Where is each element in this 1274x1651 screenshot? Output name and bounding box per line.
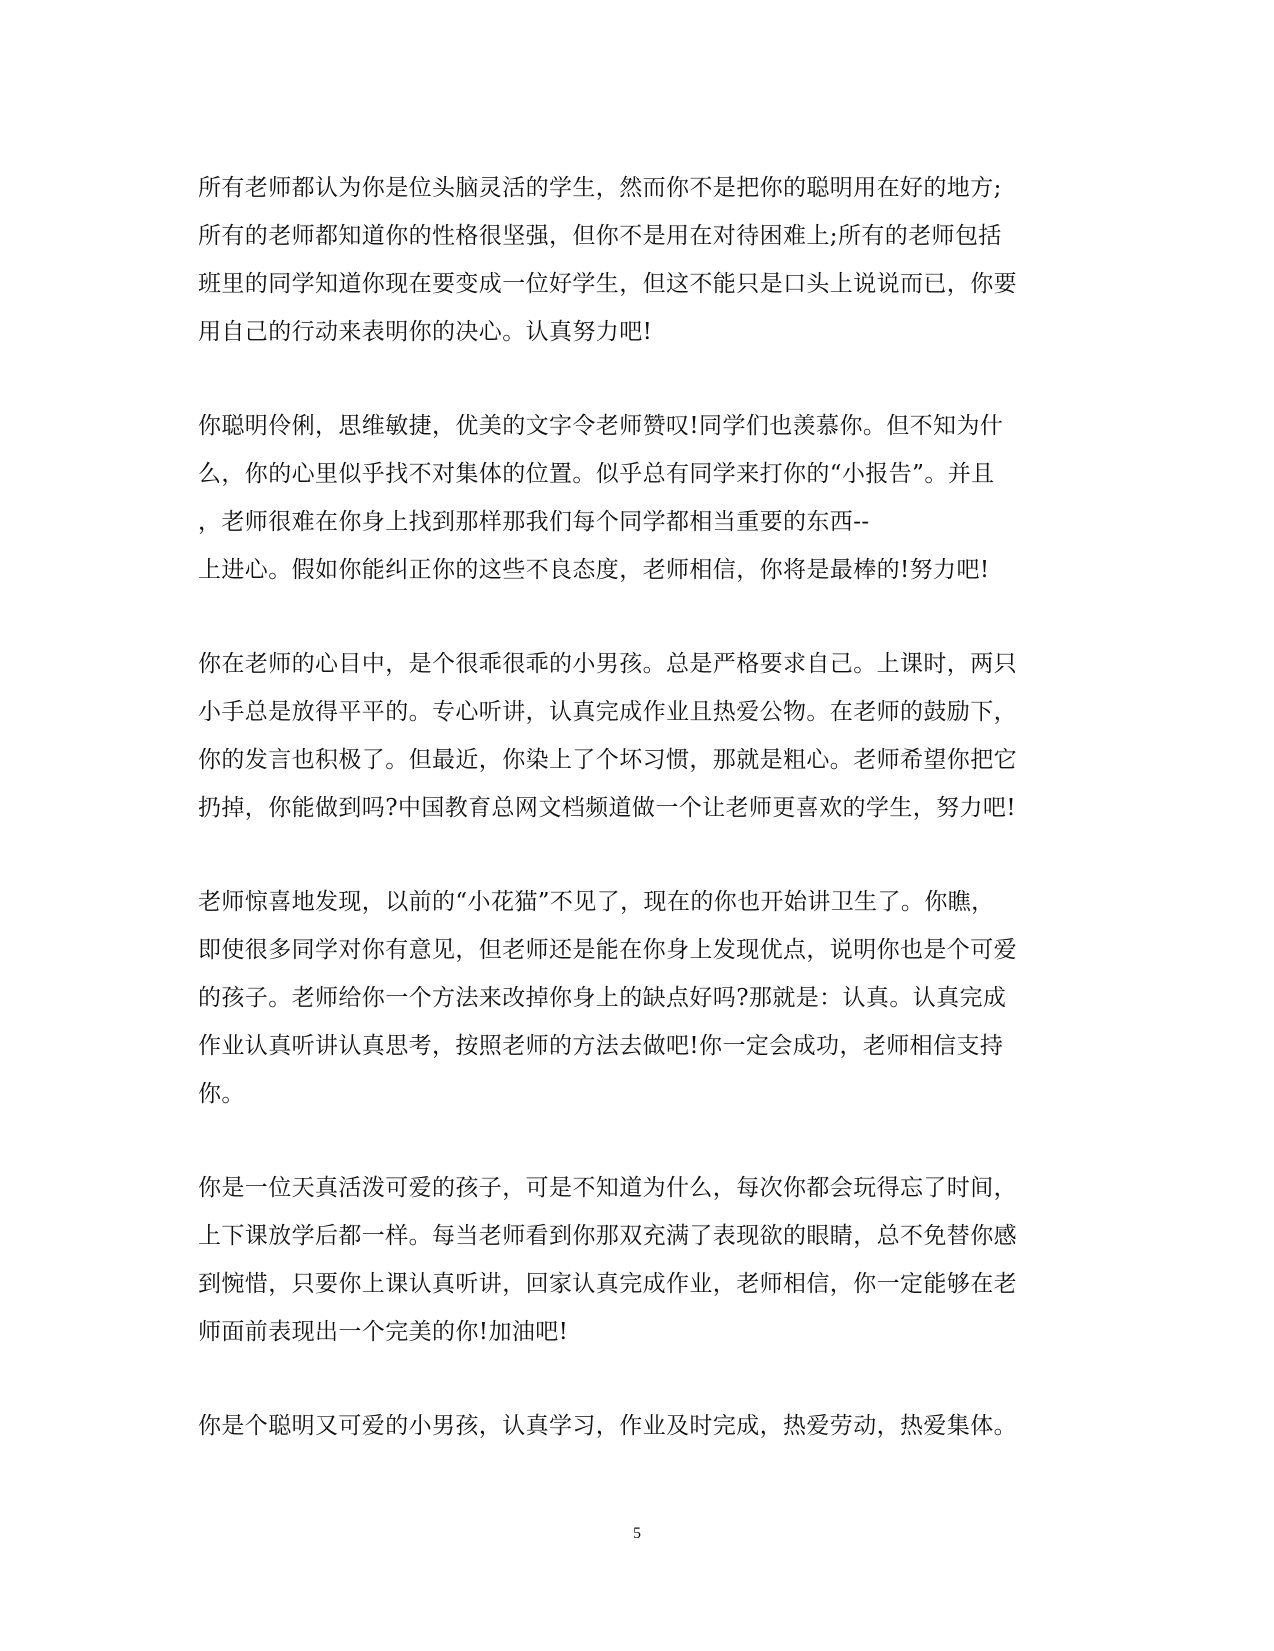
text-line: ，老师很难在你身上找到那样那我们每个同学都相当重要的东西-- xyxy=(198,509,870,535)
text-line: 小手总是放得平平的。专心听讲，认真完成作业且热爱公物。在老师的鼓励下， xyxy=(198,699,1017,725)
text-line: 你是个聪明又可爱的小男孩，认真学习，作业及时完成，热爱劳动，热爱集体。 xyxy=(198,1413,1017,1439)
text-line: 所有老师都认为你是位头脑灵活的学生，然而你不是把你的聪明用在好的地方; xyxy=(198,175,1002,201)
text-line: 上进心。假如你能纠正你的这些不良态度，老师相信，你将是最棒的!努力吧! xyxy=(198,557,990,583)
text-line: 即使很多同学对你有意见，但老师还是能在你身上发现优点，说明你也是个可爱 xyxy=(198,937,1017,963)
paragraph-4 xyxy=(198,878,1078,1118)
text-line: 你的发言也积极了。但最近，你染上了个坏习惯，那就是粗心。老师希望你把它 xyxy=(198,747,1017,773)
paragraph-3 xyxy=(198,640,1078,832)
paragraph-6 xyxy=(198,1402,1078,1450)
text-line: 用自己的行动来表明你的决心。认真努力吧! xyxy=(198,319,653,345)
text-line: 上下课放学后都一样。每当老师看到你那双充满了表现欲的眼睛，总不免替你感 xyxy=(198,1223,1017,1249)
document-body xyxy=(198,164,1078,1496)
text-line: 扔掉，你能做到吗?中国教育总网文档频道做一个让老师更喜欢的学生，努力吧! xyxy=(198,795,1016,821)
text-line: 师面前表现出一个完美的你!加油吧! xyxy=(198,1319,569,1345)
text-line: 么，你的心里似乎找不对集体的位置。似乎总有同学来打你的“小报告”。并且 xyxy=(198,461,995,487)
paragraph-1 xyxy=(198,164,1078,356)
text-line: 到惋惜，只要你上课认真听讲，回家认真完成作业，老师相信，你一定能够在老 xyxy=(198,1271,1017,1297)
text-line: 所有的老师都知道你的性格很坚强，但你不是用在对待困难上;所有的老师包括 xyxy=(198,223,1002,249)
text-line: 的孩子。老师给你一个方法来改掉你身上的缺点好吗?那就是：认真。认真完成 xyxy=(198,985,1007,1011)
text-line: 班里的同学知道你现在要变成一位好学生，但这不能只是口头上说说而已，你要 xyxy=(198,271,1017,297)
text-line: 作业认真听讲认真思考，按照老师的方法去做吧!你一定会成功，老师相信支持 xyxy=(198,1033,1004,1059)
page-number: 5 xyxy=(633,1525,641,1542)
text-line: 你是一位天真活泼可爱的孩子，可是不知道为什么，每次你都会玩得忘了时间， xyxy=(198,1175,1017,1201)
text-line: 你在老师的心目中，是个很乖很乖的小男孩。总是严格要求自己。上课时，两只 xyxy=(198,651,1017,677)
paragraph-5 xyxy=(198,1164,1078,1356)
text-line: 老师惊喜地发现，以前的“小花猫”不见了，现在的你也开始讲卫生了。你瞧， xyxy=(198,889,995,915)
text-line: 你。 xyxy=(198,1081,245,1107)
paragraph-2 xyxy=(198,402,1078,594)
text-line: 你聪明伶俐，思维敏捷，优美的文字令老师赞叹!同学们也羡慕你。但不知为什 xyxy=(198,413,1004,439)
